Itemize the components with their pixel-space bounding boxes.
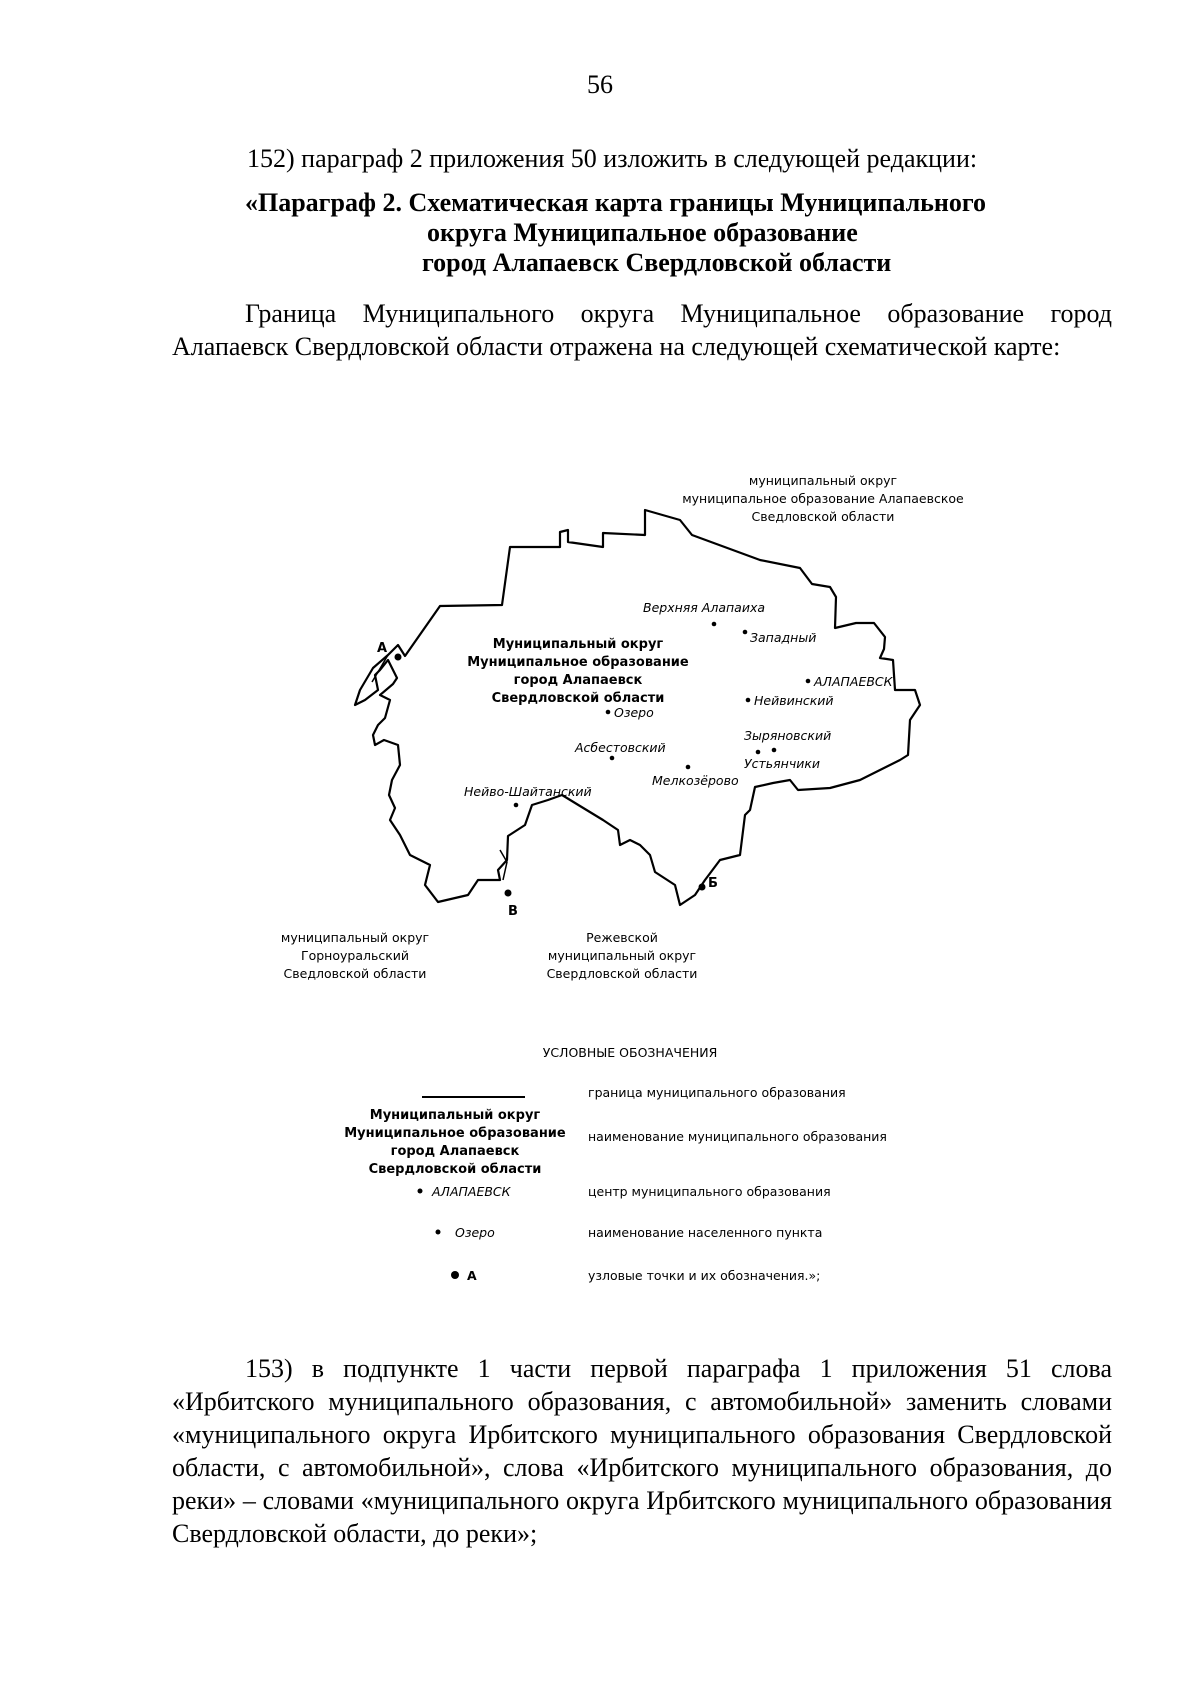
node-point-v [505,890,512,897]
settlement-neyvo-shaitansky: Нейво-Шайтанский [464,784,592,799]
legend-desc-settlement: наименование населенного пункта [588,1225,823,1240]
legend-node-symbol: А [467,1268,477,1283]
intro-paragraph: 152) параграф 2 приложения 50 изложить в следующей редакции: [247,144,978,173]
settlement-dot [686,765,691,770]
page-number: 56 [587,70,613,99]
center-alapaevsk: АЛАПАЕВСК [814,674,893,689]
settlement-ozero: Озеро [614,705,654,720]
body-paragraph-2: 153) в подпункте 1 части первой параграфа 1 приложения 51 слова «Ирбитского муниципального образования, с автомобильной» заменить словами «муниципального округа Ирбитского муниципального образования Свердловской области, с автомобильной», слова «Ирбитского муниципального образования, до реки» – словами «муниципального округа Ирбитского муниципального образования Свердловской области, до реки»; [172,1354,1112,1548]
settlement-zapadny: Западный [750,630,817,645]
legend-name-line-4: Свердловской области [368,1162,542,1177]
settlement-melkozyorovo: Мелкозёрово [652,773,739,788]
legend-name-line-2: Муниципальное образование [344,1126,566,1141]
neighbor-southwest-line-1: муниципальный округ [280,930,430,945]
legend-desc-name: наименование муниципального образования [588,1129,887,1144]
settlement-dot [772,748,777,753]
settlement-asbestovsky: Асбестовский [575,740,666,755]
node-label-b: Б [708,876,718,891]
settlement-dot [610,756,615,761]
node-label-a: А [377,641,388,656]
legend-desc-boundary: граница муниципального образования [588,1085,846,1100]
settlement-dot [712,622,717,627]
schematic-map [0,440,1200,1320]
legend-center-symbol: АЛАПАЕВСК [432,1184,511,1199]
settlement-verkhnyaya-alapaikha: Верхняя Алапаиха [643,600,765,615]
settlement-dot [746,698,751,703]
settlement-dot [514,803,519,808]
section-heading [245,188,1085,278]
neighbor-south-line-3: Свердловской области [546,966,698,981]
neighbor-south-line-2: муниципальный округ [547,948,697,963]
legend-node-dot [451,1271,459,1279]
district-name-line-2: Муниципальное образование [467,655,689,670]
settlement-ustyanchiki: Устьянчики [744,756,821,771]
district-name-line-4: Свердловской области [491,691,665,706]
district-name-line-3: город Алапаевск [513,673,643,688]
heading-line-3: город Алапаевск Свердловской области [422,248,892,277]
neighbor-southwest-line-2: Горноуральский [300,948,410,963]
settlement-neyvinsky: Нейвинский [754,693,834,708]
settlement-dot [756,750,761,755]
heading-line-2: округа Муниципальное образование [427,218,858,247]
legend-settlement-symbol: Озеро [455,1225,495,1240]
neighbor-north-line-1: муниципальный округ [748,473,898,488]
node-point-a [395,654,402,661]
legend-name-line-1: Муниципальный округ [369,1108,541,1123]
neighbor-southwest-line-3: Сведловской области [283,966,427,981]
node-label-v: В [508,904,518,919]
legend-title: УСЛОВНЫЕ ОБОЗНАЧЕНИЯ [542,1045,718,1060]
legend-desc-node: узловые точки и их обозначения.»; [588,1268,821,1283]
center-dot [806,679,811,684]
heading-line-1: «Параграф 2. Схематическая карта границы Муниципального [245,188,987,217]
legend-settlement-dot [436,1230,441,1235]
settlement-dot [743,630,748,635]
settlement-dot [606,710,611,715]
legend-center-dot [418,1189,423,1194]
legend-name-line-3: город Алапаевск [390,1144,520,1159]
settlement-zyryanovsky: Зыряновский [744,728,832,743]
district-name-line-1: Муниципальный округ [492,637,664,652]
neighbor-north-line-3: Сведловской области [751,509,895,524]
neighbor-south-line-1: Режевской [586,930,658,945]
neighbor-north-line-2: муниципальное образование Алапаевское [682,491,964,506]
node-point-b [699,884,706,891]
body-paragraph: Граница Муниципального округа Муниципальное образование город Алапаевск Свердловской области отражена на следующей схематической карте: [172,299,1112,361]
legend-desc-center: центр муниципального образования [588,1184,831,1199]
